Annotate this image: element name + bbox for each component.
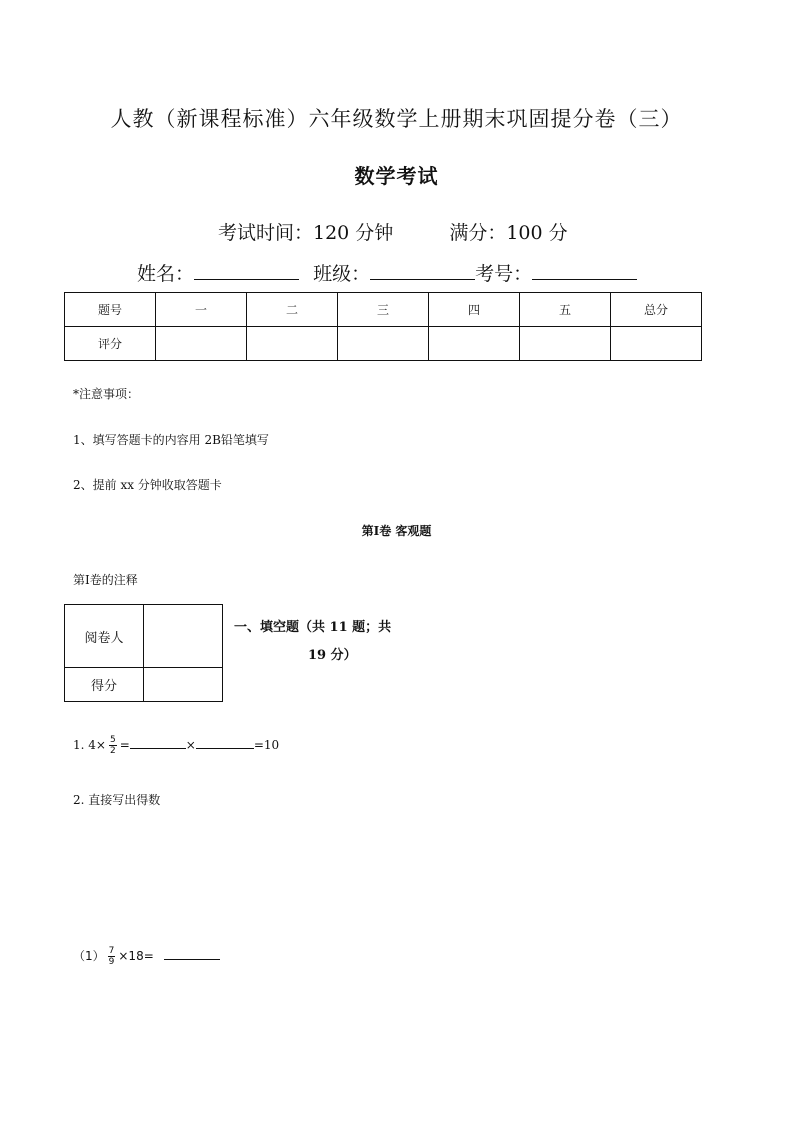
section-title: 第Ⅰ卷 客观题	[361, 524, 432, 538]
question-1	[73, 735, 279, 756]
part1-heading	[234, 614, 404, 670]
question-2: 2. 直接写出得数	[73, 793, 161, 807]
class-label: 班级：	[313, 263, 371, 285]
grader-table	[64, 604, 223, 702]
q2-1-rest: ×18=	[118, 949, 154, 963]
q1-times: ×	[185, 738, 196, 752]
score-cell[interactable]	[247, 327, 338, 361]
score-cell[interactable]	[429, 327, 520, 361]
score-header-cell: 一	[156, 293, 247, 327]
q1-fraction	[109, 735, 117, 756]
part1-heading-line2: 19 分）	[308, 648, 357, 663]
q1-result: =10	[253, 738, 280, 752]
score-cell[interactable]	[156, 327, 247, 361]
q1-eq: =	[119, 738, 130, 752]
full-score: 满分：100 分	[449, 222, 568, 244]
exam-info-line	[218, 218, 568, 245]
score-table	[64, 292, 702, 361]
q1-blank-2[interactable]	[196, 736, 254, 749]
grader-score-label: 得分	[65, 668, 144, 702]
name-label: 姓名：	[137, 263, 195, 285]
reviewer-cell[interactable]	[144, 605, 223, 668]
score-table-header-row	[65, 293, 702, 327]
q1-prefix: 1. 4×	[73, 738, 106, 752]
page-title: 人教（新课程标准）六年级数学上册期末巩固提分卷（三）	[110, 107, 683, 131]
score-header-cell: 四	[429, 293, 520, 327]
score-header-cell: 题号	[65, 293, 156, 327]
score-cell[interactable]	[520, 327, 611, 361]
score-cell[interactable]	[338, 327, 429, 361]
page-subtitle: 数学考试	[354, 164, 439, 188]
q2-1-frac-den: 9	[108, 957, 115, 967]
score-row-label: 评分	[65, 327, 156, 361]
score-header-cell: 三	[338, 293, 429, 327]
section-comment: 第Ⅰ卷的注释	[73, 573, 138, 587]
reviewer-label: 阅卷人	[65, 605, 144, 668]
question-2-1	[73, 946, 220, 967]
q2-1-fraction	[108, 946, 116, 967]
q1-frac-den: 2	[109, 746, 116, 756]
score-table-row	[65, 327, 702, 361]
grader-row	[65, 605, 223, 668]
q1-frac-num: 5	[109, 735, 116, 745]
note-item: 2、提前 xx 分钟收取答题卡	[73, 478, 222, 492]
exam-time: 考试时间：120 分钟	[218, 222, 394, 244]
score-header-cell: 总分	[611, 293, 702, 327]
class-blank[interactable]	[370, 261, 475, 280]
score-header-cell: 五	[520, 293, 611, 327]
q2-1-blank[interactable]	[164, 947, 220, 960]
score-header-cell: 二	[247, 293, 338, 327]
grader-score-cell[interactable]	[144, 668, 223, 702]
q1-blank-1[interactable]	[130, 736, 186, 749]
student-info-line	[137, 259, 637, 286]
name-blank[interactable]	[194, 261, 299, 280]
exam-no-blank[interactable]	[532, 261, 637, 280]
exam-no-label: 考号：	[475, 263, 533, 285]
q2-1-frac-num: 7	[108, 946, 115, 956]
part1-heading-line1: 一、填空题（共 11 题；共	[234, 620, 392, 635]
score-cell[interactable]	[611, 327, 702, 361]
q2-1-prefix: （1）	[73, 949, 105, 963]
grader-row	[65, 668, 223, 702]
notes-title: *注意事项：	[73, 387, 140, 401]
note-item: 1、填写答题卡的内容用 2B铅笔填写	[73, 433, 269, 447]
